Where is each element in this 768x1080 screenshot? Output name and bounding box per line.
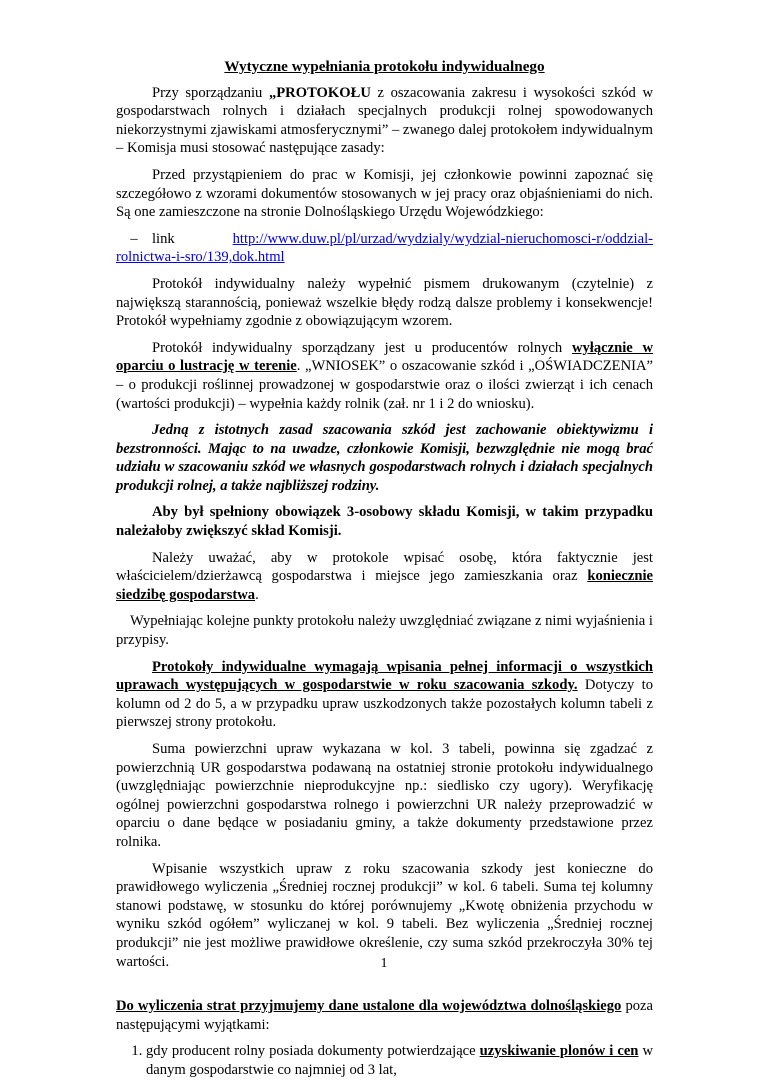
exceptions-list	[116, 1042, 653, 1079]
paragraph-objectivity: Jedną z istotnych zasad szacowania szkód jest zachowanie obiektywizmu i bezstronności. Mając to na uwadze, członkowie Komisji, bezwzględnie nie mogą brać udziału w szacowaniu szkód we własnych gospodarstwach rolnych i działach specjalnych produkcji rolnej, a także najbliższej rodziny.	[116, 422, 653, 494]
all-crops-emphasis: Protokoły indywidualne wymagają wpisania pełnej informacji o wszystkich uprawach występujących w gospodarstwie w roku szacowania szkody.	[116, 658, 653, 694]
list-item-emphasis: uzyskiwanie plonów i cen	[479, 1043, 639, 1060]
intro-bold-protocol: „PROTOKOŁU	[268, 84, 371, 101]
owner-text: Należy uważać, aby w protokole wpisać osobę, która faktycznie jest właścicielem/dzierżawcą gospodarstwa i miejsce jego zamieszkania oraz	[116, 549, 653, 585]
list-item-text-end: w danym gospodarstwie co najmniej od 3 lat,	[146, 1043, 653, 1078]
duw-document-link[interactable]: http://www.duw.pl/pl/urzad/wydzialy/wydzial-nieruchomosci-r/oddzial-rolnictwa-i-sro/139,dok.html	[116, 230, 653, 266]
loss-calculation-text: poza następującymi wyjątkami:	[116, 998, 653, 1033]
document-page	[116, 58, 653, 1080]
intro-text: Przy sporządzaniu	[152, 84, 269, 101]
paragraph-field-inspection	[116, 339, 653, 413]
inspection-text-rest: . „WNIOSEK” o oszacowanie szkód i „OŚWIADCZENIA” – o produkcji roślinnej prowadzonej w gospodarstwie oraz o ilości zwierząt i ich cenach (wartości produkcji) – wypełnia każdy rolnik (zał. nr 1 i 2 do wniosku).	[116, 358, 653, 412]
list-item-text: gdy producent rolny posiada dokumenty potwierdzające	[146, 1043, 480, 1060]
paragraph-intro	[116, 84, 653, 158]
document-title: Wytyczne wypełniania protokołu indywidualnego	[224, 58, 545, 75]
link-line	[116, 230, 653, 267]
intro-text-rest: z oszacowania zakresu i wysokości szkód w gospodarstwach rolnych i działach specjalnych produkcji rolnej spowodowanych niekorzystnymi zjawiskami atmosferycznymi” – zwanego dalej protokołem indywidualnym – Komisja musi stosować następujące zasady:	[116, 84, 653, 157]
owner-text-end: .	[255, 586, 259, 603]
paragraph-average-production: Wpisanie wszystkich upraw z roku szacowania szkody jest konieczne do prawidłowego wyliczenia „Średniej rocznej produkcji” w kol. 6 tabeli. Suma tej kolumny stanowi podstawę, w stosunku do której porównujemy „Kwotę obniżenia przychodu w wyniku szkód ogółem” wyliczanej w kol. 9 tabeli. Bez wyliczenia „Średniej rocznej produkcji” nie jest możliwe prawidłowe określenie, czy suma szkód przekroczyła 30% tej wartości.	[116, 860, 653, 970]
link-label: link	[152, 230, 175, 247]
paragraph-owner	[116, 549, 653, 605]
all-crops-text: Dotyczy to kolumn od 2 do 5, a w przypadku upraw uszkodzonych także pozostałych kolumn tabeli z pierwszej strony protokołu.	[116, 677, 654, 731]
inspection-emphasis: wyłącznie w oparciu o lustrację w terenie	[116, 339, 653, 375]
paragraph-footnotes: Wypełniając kolejne punkty protokołu należy uwzględniać związane z nimi wyjaśnienia i przypisy.	[116, 613, 653, 649]
spacer	[116, 979, 653, 997]
link-dash: –	[130, 230, 138, 247]
paragraph-area-sum: Suma powierzchni upraw wykazana w kol. 3 tabeli, powinna się zgadzać z powierzchnią UR gospodarstwa podawaną na ostatniej stronie protokołu indywidualnego (uwzględniając powierzchnie nieprodukcyjne np.: siedlisko czy ugory). Weryfikację ogólnej powierzchni gospodarstwa rolnego i powierzchni UR należy przeprowadzić w oparciu o dane będące w posiadaniu gminy, a także dokumenty przedstawione przez rolnika.	[116, 741, 653, 850]
list-item	[146, 1042, 653, 1079]
paragraph-all-crops	[116, 658, 653, 732]
owner-emphasis: koniecznie siedzibę gospodarstwa	[116, 568, 653, 603]
paragraph-handwriting: Protokół indywidualny należy wypełnić pismem drukowanym (czytelnie) z największą starannością, ponieważ wszelkie błędy rodzą dalsze problemy i konsekwencje! Protokół wypełniamy zgodnie z obowiązującym wzorem.	[116, 275, 653, 330]
page-number: 1	[380, 956, 388, 971]
paragraph-committee-size: Aby był spełniony obowiązek 3-osobowy składu Komisji, w takim przypadku należałoby zwiększyć skład Komisji.	[116, 504, 653, 540]
paragraph-preparation: Przed przystąpieniem do prac w Komisji, jej członkowie powinni zapoznać się szczegółowo z wzorami dokumentów stosowanych w jej pracy oraz objaśnieniami do nich. Są one zamieszczone na stronie Dolnośląskiego Urzędu Wojewódzkiego:	[116, 166, 653, 221]
inspection-text: Protokół indywidualny sporządzany jest u producentów rolnych	[152, 339, 572, 356]
loss-calculation-emphasis: Do wyliczenia strat przyjmujemy dane ustalone dla województwa dolnośląskiego	[116, 998, 622, 1015]
paragraph-loss-calculation	[116, 997, 653, 1034]
